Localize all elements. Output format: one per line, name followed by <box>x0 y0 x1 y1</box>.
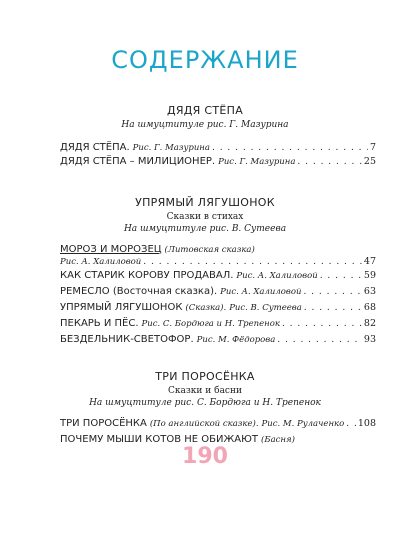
leader-dots <box>303 287 361 297</box>
entry-page: 7 <box>369 142 376 153</box>
entry-credit: Рис. Г. Мазурина <box>218 157 296 167</box>
section-title: ТРИ ПОРОСЁНКА <box>155 370 255 383</box>
toc-entry[interactable] <box>60 286 376 297</box>
entry-page: 108 <box>357 418 376 429</box>
entry-title: КАК СТАРИК КОРОВУ ПРОДАВАЛ. <box>60 270 234 281</box>
toc-entry[interactable] <box>60 244 376 255</box>
section-subtitle-2: На шмуцтитуле рис. С. Бордюга и Н. Трепенок <box>89 398 321 408</box>
entry-credit: Рис. М. Рулаченко <box>261 419 345 429</box>
page-title: СОДЕРЖАНИЕ <box>111 46 299 74</box>
toc-entry[interactable] <box>60 318 376 329</box>
toc-entry[interactable] <box>60 142 376 153</box>
entry-page: 93 <box>363 334 376 345</box>
entry-title: БЕЗДЕЛЬНИК-СВЕТОФОР. <box>60 334 194 345</box>
entry-title: ПЕКАРЬ И ПЁС. <box>60 318 139 329</box>
entry-title: ПОЧЕМУ МЫШИ КОТОВ НЕ ОБИЖАЮТ <box>60 434 259 445</box>
leader-dots <box>143 257 362 267</box>
entry-credit: Рис. Г. Мазурина <box>132 143 210 153</box>
entry-page: 82 <box>363 318 376 329</box>
entry-note: (Басня) <box>261 435 295 445</box>
entry-title: УПРЯМЫЙ ЛЯГУШОНОК <box>60 302 183 313</box>
section-subtitle: Сказки в стихах <box>166 212 244 222</box>
entry-page: 68 <box>363 302 376 313</box>
page-number: 190 <box>182 444 228 469</box>
entry-title: ТРИ ПОРОСЁНКА <box>60 418 147 429</box>
entry-credit: Рис. С. Бордюга и Н. Трепенок <box>141 319 280 329</box>
entry-credit: Рис. А. Халиловой <box>60 257 142 267</box>
toc-entry[interactable] <box>60 334 376 345</box>
entry-credit: Рис. В. Сутеева <box>229 303 302 313</box>
section-subtitle: На шмуцтитуле рис. Г. Мазурина <box>121 120 289 130</box>
leader-dots <box>304 303 362 313</box>
toc-entry[interactable] <box>60 270 376 281</box>
entry-page: 59 <box>363 270 376 281</box>
entry-credit: Рис. М. Фёдорова <box>196 335 276 345</box>
entry-page: 25 <box>363 156 376 167</box>
entry-title: ДЯДЯ СТЁПА – МИЛИЦИОНЕР. <box>60 156 216 167</box>
section-title: ДЯДЯ СТЁПА <box>166 104 244 117</box>
leader-dots <box>346 419 356 429</box>
entry-title: МОРОЗ И МОРОЗЕЦ <box>60 244 162 255</box>
toc-entry-continuation[interactable] <box>60 256 376 267</box>
entry-title: РЕМЕСЛО (Восточная сказка). <box>60 286 218 297</box>
toc-entry[interactable] <box>60 418 376 429</box>
entry-credit: Рис. А. Халиловой <box>220 287 302 297</box>
entry-title: ДЯДЯ СТЁПА. <box>60 142 130 153</box>
leader-dots <box>297 157 361 167</box>
entry-credit: Рис. А. Халиловой <box>236 271 318 281</box>
entry-page: 47 <box>363 256 376 267</box>
entry-note: (Литовская сказка) <box>164 245 255 255</box>
leader-dots <box>277 335 362 345</box>
entry-page: 63 <box>363 286 376 297</box>
leader-dots <box>212 143 368 153</box>
section-title: УПРЯМЫЙ ЛЯГУШОНОК <box>135 196 275 209</box>
leader-dots <box>282 319 362 329</box>
section-subtitle: Сказки и басни <box>168 386 242 396</box>
leader-dots <box>320 271 362 281</box>
section-subtitle-2: На шмуцтитуле рис. В. Сутеева <box>123 224 287 234</box>
entry-note: (Сказка). <box>185 303 227 313</box>
toc-entry[interactable] <box>60 156 376 167</box>
toc-entry[interactable] <box>60 302 376 313</box>
entry-note: (По английской сказке). <box>149 419 259 429</box>
